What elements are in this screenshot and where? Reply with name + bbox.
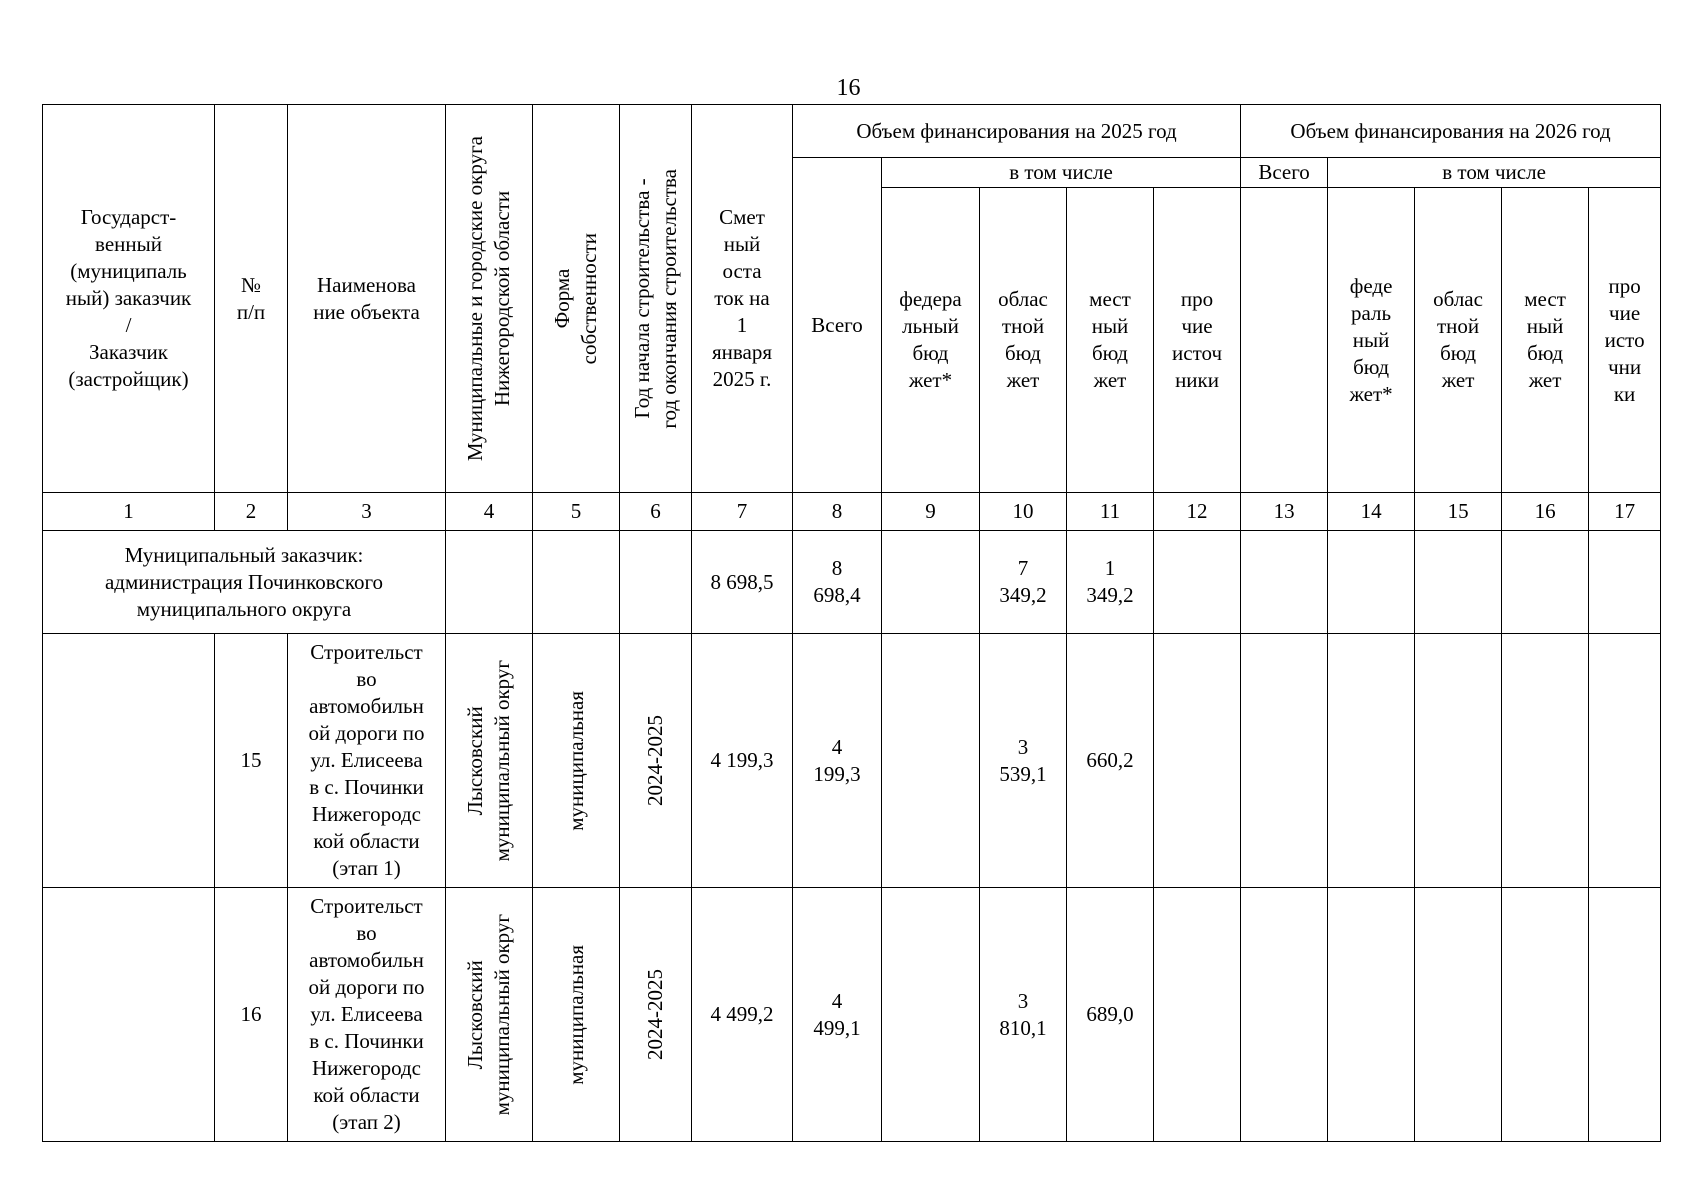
column-number: 5 [533,493,620,531]
row-ownership: муниципальная [533,634,620,888]
summary-c4 [446,531,533,634]
header-customer: Государст- венный (муниципаль ный) заказчик / Заказчик (застройщик) [43,105,215,493]
row-other-2026 [1589,634,1661,888]
header-ownership: Форма собственности [533,105,620,493]
summary-c12 [1154,531,1241,634]
row-regional-2025: 3 539,1 [980,634,1067,888]
page-number: 16 [836,75,861,101]
row-total-2025: 4 499,1 [793,888,882,1142]
column-number-row [43,493,1661,531]
row-estimated-balance: 4 199,3 [692,634,793,888]
summary-c5 [533,531,620,634]
column-number: 11 [1067,493,1154,531]
row-other-2025 [1154,634,1241,888]
column-number: 6 [620,493,692,531]
header-district: Муниципальные и городские округа Нижегородской области [446,105,533,493]
column-number: 4 [446,493,533,531]
header-financing-2025: Объем финансирования на 2025 год [793,105,1241,158]
header-estimated-balance: Смет ный оста ток на 1 января 2025 г. [692,105,793,493]
summary-estimated-balance: 8 698,5 [692,531,793,634]
row-customer [43,634,215,888]
header-federal-2026: феде раль ный бюд жет* [1328,188,1415,493]
summary-c15 [1415,531,1502,634]
header-number: № п/п [215,105,288,493]
summary-c14 [1328,531,1415,634]
row-local-2025: 660,2 [1067,634,1154,888]
header-regional-2026: облас тной бюд жет [1415,188,1502,493]
financing-table [42,104,1661,1142]
row-number: 15 [215,634,288,888]
summary-total-2025: 8 698,4 [793,531,882,634]
row-federal-2025 [882,888,980,1142]
header-other-2025: про чие источ ники [1154,188,1241,493]
row-estimated-balance: 4 499,2 [692,888,793,1142]
header-financing-2026: Объем финансирования на 2026 год [1241,105,1661,158]
column-number: 3 [288,493,446,531]
column-number: 15 [1415,493,1502,531]
column-number: 10 [980,493,1067,531]
row-total-2026 [1241,888,1328,1142]
row-local-2025: 689,0 [1067,888,1154,1142]
row-federal-2025 [882,634,980,888]
summary-federal-2025 [882,531,980,634]
summary-c13 [1241,531,1328,634]
row-federal-2026 [1328,634,1415,888]
row-federal-2026 [1328,888,1415,1142]
column-number: 9 [882,493,980,531]
header-including-2026: в том числе [1328,158,1661,188]
header-local-2026: мест ный бюд жет [1502,188,1589,493]
column-number: 16 [1502,493,1589,531]
row-district: Лысковский муниципальный округ [446,634,533,888]
summary-c17 [1589,531,1661,634]
row-regional-2026 [1415,888,1502,1142]
row-years: 2024-2025 [620,634,692,888]
row-ownership: муниципальная [533,888,620,1142]
column-number: 8 [793,493,882,531]
header-other-2026: про чие исто чни ки [1589,188,1661,493]
header-local-2025: мест ный бюд жет [1067,188,1154,493]
column-number: 12 [1154,493,1241,531]
summary-regional-2025: 7 349,2 [980,531,1067,634]
column-number: 1 [43,493,215,531]
summary-c6 [620,531,692,634]
row-local-2026 [1502,888,1589,1142]
column-number: 7 [692,493,793,531]
row-number: 16 [215,888,288,1142]
header-federal-2025: федера льный бюд жет* [882,188,980,493]
row-object-name: Строительст во автомобильн ой дороги по ул. Елисеева в с. Починки Нижегородс кой области (этап 1) [288,634,446,888]
table-row [43,888,1661,1142]
column-number: 2 [215,493,288,531]
header-including-2025: в том числе [882,158,1241,188]
table-row [43,634,1661,888]
row-local-2026 [1502,634,1589,888]
column-number: 17 [1589,493,1661,531]
row-customer [43,888,215,1142]
summary-row [43,531,1661,634]
row-regional-2026 [1415,634,1502,888]
header-years: Год начала строительства - год окончания строительства [620,105,692,493]
row-other-2026 [1589,888,1661,1142]
summary-local-2025: 1 349,2 [1067,531,1154,634]
row-district: Лысковский муниципальный округ [446,888,533,1142]
summary-customer: Муниципальный заказчик: администрация Починковского муниципального округа [43,531,446,634]
row-total-2026 [1241,634,1328,888]
header-object-name: Наименова ние объекта [288,105,446,493]
header-total-2025: Всего [793,158,882,493]
row-object-name: Строительст во автомобильн ой дороги по ул. Елисеева в с. Починки Нижегородс кой области (этап 2) [288,888,446,1142]
row-other-2025 [1154,888,1241,1142]
header-total-2026: Всего [1241,158,1328,188]
header-total-2026-blank [1241,188,1328,493]
header-regional-2025: облас тной бюд жет [980,188,1067,493]
column-number: 13 [1241,493,1328,531]
column-number: 14 [1328,493,1415,531]
summary-c16 [1502,531,1589,634]
row-regional-2025: 3 810,1 [980,888,1067,1142]
row-total-2025: 4 199,3 [793,634,882,888]
row-years: 2024-2025 [620,888,692,1142]
